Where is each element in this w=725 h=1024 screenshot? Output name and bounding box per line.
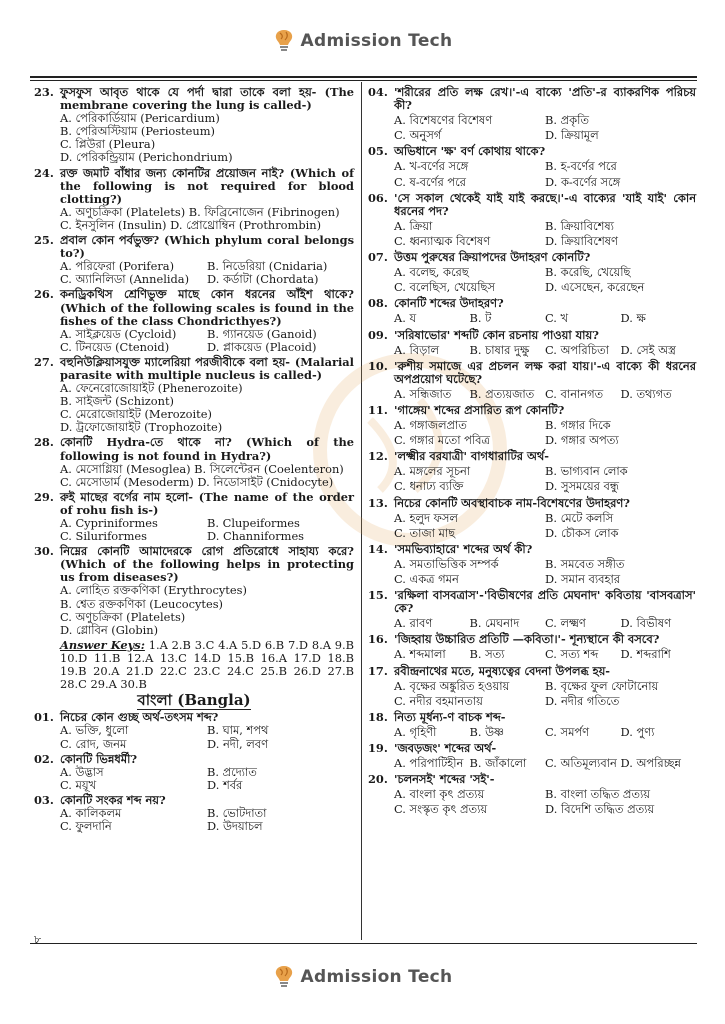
question-text: রবীন্দ্রনাথের মতে, মনুষ্যত্বের বেদনা উপলব্ধ হয়- xyxy=(394,663,611,678)
option: C. সমর্পণ xyxy=(545,724,590,739)
question-text: প্রবাল কোন পর্বভুক্ত? (Which phylum coral belongs to?) xyxy=(60,233,354,261)
option: D. ক-বর্ণের সঙ্গে xyxy=(545,174,621,189)
option-row xyxy=(394,695,696,708)
option-row xyxy=(60,820,354,833)
question-text: কোনটি ভিন্নধর্মী? xyxy=(60,751,138,766)
option: B. মেটে কলসি xyxy=(545,510,614,525)
answer-keys-label: Answer Keys: xyxy=(60,637,145,652)
option-row xyxy=(394,266,696,279)
question-text: কোনটি শব্দের উদাহরণ? xyxy=(394,296,504,311)
option: C. বলেছিস, খেয়েছিস xyxy=(394,280,495,295)
question-item xyxy=(34,753,354,792)
right-column xyxy=(368,86,696,820)
question-text: 'রুশীয় সমাজে এর প্রচলন লক্ষ করা যায়।'-এ বাক্যে কী ধরনের অপপ্রয়োগ ঘটেছে? xyxy=(394,358,696,386)
option-row xyxy=(394,114,696,127)
question-text: 'গাঙ্গেয়' শব্দের প্রসারিত রূপ কোনটি? xyxy=(394,402,565,417)
option: C. ময়ূখ xyxy=(60,777,97,792)
option: A. শব্দমালা xyxy=(394,647,446,662)
answer-keys xyxy=(34,639,354,691)
question-item xyxy=(34,288,354,353)
footer-brand xyxy=(0,962,725,992)
question-text: 'জবড়জং' শব্দের অর্থ- xyxy=(394,741,497,756)
question-number: 02. xyxy=(34,751,54,766)
option: A. মঙ্গলের সূচনা xyxy=(394,464,471,479)
brand-name-footer: Admission Tech xyxy=(300,967,453,987)
option: D. উদয়াচল xyxy=(207,819,263,834)
option: A. সমতাভিত্তিক সম্পর্ক xyxy=(394,556,499,571)
question-text: কনড্রিকথিস শ্রেণিভুক্ত মাছে কোন ধরনের আঁইশ থাকে? (Which of the following scales is found in the fishes of the class Chondricthyes?) xyxy=(60,287,354,328)
question-item xyxy=(368,773,696,816)
question-number: 18. xyxy=(368,709,388,724)
option: C. প্লিউরা (Pleura) xyxy=(60,137,156,152)
question-number: 06. xyxy=(368,190,388,205)
question-item xyxy=(368,251,696,294)
brain-lamp-logo-icon xyxy=(273,28,295,54)
option-row xyxy=(394,527,696,540)
question-number: 24. xyxy=(34,165,54,180)
option-row xyxy=(394,558,696,571)
question-number: 16. xyxy=(368,632,388,647)
option: B. করেছি, খেয়েছি xyxy=(545,265,631,280)
option: A. সাইক্লয়েড (Cycloid) xyxy=(60,326,177,341)
option: D. চৌকস লোক xyxy=(545,525,619,540)
question-number: 05. xyxy=(368,144,388,159)
question-number: 09. xyxy=(368,327,388,342)
option: A. গঙ্গাজলপ্রাত xyxy=(394,418,467,433)
brain-lamp-logo-icon xyxy=(273,964,295,990)
option: B. গ্যানয়েড (Ganoid) xyxy=(207,326,317,341)
option: A. লোহিত রক্তকণিকা (Erythrocytes) xyxy=(60,583,247,598)
option: A. অণুচক্রিকা (Platelets) B. ফিব্রিনোজেন (Fibrinogen) xyxy=(60,204,340,219)
question-number: 30. xyxy=(34,544,54,559)
question-number: 26. xyxy=(34,287,54,302)
question-item xyxy=(34,234,354,286)
option: D. শর্বর xyxy=(207,777,243,792)
question-item xyxy=(368,404,696,447)
question-text: অভিধানে 'ক্ষ' বর্ণ কোথায় থাকে? xyxy=(394,144,546,159)
option: D. এসেছেন, করেছেন xyxy=(545,280,645,295)
option: A. বৃক্ষের অঙ্কুরিত হওয়ায় xyxy=(394,678,510,693)
option: B. ঘাম, শপথ xyxy=(207,723,269,738)
option: C. টিনয়েড (Ctenoid) xyxy=(60,339,170,354)
option: B. সাইজন্ট (Schizont) xyxy=(60,394,174,409)
option-row xyxy=(60,724,354,737)
header-rule-thin xyxy=(30,80,697,81)
option-row xyxy=(394,726,696,739)
question-item xyxy=(368,360,696,401)
option: A. হলুদ ফসল xyxy=(394,510,458,525)
option: C. অনুসর্গ xyxy=(394,128,442,143)
question-text: কোনটি Hydra-তে থাকে না? (Which of the following is not found in Hydra?) xyxy=(60,435,354,463)
question-number: 25. xyxy=(34,233,54,248)
question-item xyxy=(368,633,696,661)
option: D. নদী, লবণ xyxy=(207,736,268,751)
option: A. বিড়াল xyxy=(394,342,439,357)
option-row xyxy=(394,617,696,630)
bangla-questions-right xyxy=(368,86,696,817)
question-text: বহুনিউক্লিয়াসযুক্ত ম্যালেরিয়া পরজীবীকে বলা হয়- (Malarial parasite with multiple nucleus is called-) xyxy=(60,354,354,382)
option: D. শব্দরাশি xyxy=(620,647,671,662)
option-row xyxy=(394,680,696,693)
option: C. একত্র গমন xyxy=(394,572,459,586)
option-row xyxy=(394,388,696,401)
option-row xyxy=(394,220,696,233)
question-text: রুই মাছের বর্গের নাম হলো- (The name of the order of rohu fish is-) xyxy=(60,489,354,517)
question-number: 04. xyxy=(368,85,388,99)
option: B. হ-বর্ণের পরে xyxy=(545,159,617,174)
option: B. ভোটদাতা xyxy=(207,805,267,820)
option: A. Cypriniformes xyxy=(60,516,158,530)
footer-rule xyxy=(30,943,697,944)
option: C. ষ-বর্ণের পরে xyxy=(394,174,466,189)
option: C. অ্যানিলিডা (Annelida) xyxy=(60,272,190,287)
option-row xyxy=(60,779,354,792)
option-row xyxy=(394,160,696,173)
option: D. প্লাকয়েড (Placoid) xyxy=(207,339,317,354)
question-item xyxy=(34,436,354,488)
option-row xyxy=(394,281,696,294)
option: A. ক্রিয়া xyxy=(394,218,433,233)
option: B. ক্রিয়াবিশেষ্য xyxy=(545,218,614,233)
option: D. সেই অস্ত্র xyxy=(620,342,676,357)
option: D. গঙ্গার অপত্য xyxy=(545,433,619,448)
option: C. ফুলদানি xyxy=(60,819,112,834)
question-number: 28. xyxy=(34,435,54,450)
question-number: 13. xyxy=(368,495,388,510)
question-text: নিম্নের কোনটি আমাদেরকে রোগ প্রতিরোধে সাহায্য করে? (Which of the following helps in protecting us from diseases?) xyxy=(60,544,354,585)
question-item xyxy=(368,450,696,493)
option: D. ট্রফোজোয়াইট (Trophozoite) xyxy=(60,420,223,435)
biology-questions xyxy=(34,86,354,637)
option: A. বিশেষণের বিশেষণ xyxy=(394,113,493,128)
bangla-questions-left xyxy=(34,711,354,833)
question-number: 27. xyxy=(34,354,54,369)
question-text: ফুসফুস আবৃত থাকে যে পর্দা দ্বারা তাকে বলা হয়- (The membrane covering the lung is called-) xyxy=(60,85,354,113)
question-text: 'জিহ্বায় উচ্চারিত প্রতিটি —কবিতা।'- শূন্যস্থানে কী বসবে? xyxy=(394,632,660,647)
option: C. মেরোজোয়াইট (Merozoite) xyxy=(60,407,212,422)
question-item xyxy=(368,145,696,188)
option: A. ভক্তি, ধুলো xyxy=(60,723,129,738)
question-number: 10. xyxy=(368,358,388,373)
question-item xyxy=(34,356,354,435)
option: C. অতিমূল্যবান xyxy=(545,756,617,771)
option: C. ধনাঢ্য ব্যক্তি xyxy=(394,479,464,494)
question-item xyxy=(368,711,696,739)
option: D. ক্রিয়াবিশেষণ xyxy=(545,233,618,248)
option: B. উষ্ণ xyxy=(469,724,504,739)
option-row xyxy=(60,273,354,286)
option: A. রাবণ xyxy=(394,616,433,631)
option-row xyxy=(394,465,696,478)
option: B. বাংলা তদ্ধিত প্রত্যয় xyxy=(545,787,650,802)
header-brand xyxy=(0,26,725,56)
question-number: 07. xyxy=(368,250,388,265)
option-row xyxy=(394,803,696,816)
option-row xyxy=(60,530,354,543)
question-text: কোনটি সংকর শব্দ নয়? xyxy=(60,792,166,807)
option: B. ট xyxy=(469,311,492,326)
question-item xyxy=(368,665,696,708)
question-text: উত্তম পুরুষের ক্রিয়াপদের উদাহরণ কোনটি? xyxy=(394,250,591,265)
option: C. নদীর বহমানতায় xyxy=(394,693,483,708)
option: D. ক্রিয়ামূল xyxy=(545,128,599,143)
question-number: 01. xyxy=(34,710,54,725)
option: A. সন্ধিজাত xyxy=(394,386,452,401)
option: B. নিডেরিয়া (Cnidaria) xyxy=(207,259,328,274)
question-item xyxy=(368,86,696,142)
option: D. Channiformes xyxy=(207,529,305,544)
option: C. মেসোডার্ম (Mesoderm) D. নিডোসাইট (Cnidocyte) xyxy=(60,474,334,489)
option: A. পরিপাটিহীন xyxy=(394,756,464,771)
option-row xyxy=(60,766,354,779)
option: D. গ্লোবিন (Globin) xyxy=(60,622,159,637)
page-number: ৮ xyxy=(34,933,42,946)
option: B. চাষার দুক্ষু xyxy=(469,342,530,357)
question-number: 14. xyxy=(368,541,388,556)
option: D. বিদেশি তদ্ধিত প্রত্যয় xyxy=(545,802,655,817)
option: A. খ-বর্ণের সঙ্গে xyxy=(394,159,469,174)
option: C. সংস্কৃত কৃৎ প্রত্যয় xyxy=(394,802,488,817)
option: C. ধ্বন্যাত্মক বিশেষণ xyxy=(394,233,491,248)
question-item xyxy=(34,86,354,165)
option: A. বলেছ, করেছ xyxy=(394,265,469,280)
question-text: নিত্য মূর্ধন্য-ণ বাচক শব্দ- xyxy=(394,709,506,724)
option: B. শ্বেত রক্তকণিকা (Leucocytes) xyxy=(60,596,223,611)
question-item xyxy=(368,543,696,586)
option: B. প্রত্যয়জাত xyxy=(469,386,535,401)
question-text: 'সরিষাভোর' শব্দটি কোন রচনায় পাওয়া যায়? xyxy=(394,327,599,342)
option: B. সত্য xyxy=(469,647,505,662)
brand-name: Admission Tech xyxy=(300,31,453,51)
option-row xyxy=(394,419,696,432)
column-divider xyxy=(361,82,362,940)
question-number: 23. xyxy=(34,85,54,99)
option: B. Clupeiformes xyxy=(207,516,300,530)
option: C. গঙ্গার মতো পবিত্র xyxy=(394,433,490,448)
question-item xyxy=(368,497,696,540)
option: A. য xyxy=(394,311,417,326)
question-text: 'চলনসই' শব্দের 'সই'- xyxy=(394,772,495,787)
option-row xyxy=(394,312,696,325)
question-item xyxy=(368,589,696,630)
question-item xyxy=(34,794,354,833)
question-number: 03. xyxy=(34,792,54,807)
option: D. কর্ডাটা (Chordata) xyxy=(207,272,319,287)
option: C. Siluriformes xyxy=(60,529,147,544)
option: D. তথ্যগত xyxy=(620,386,672,401)
option: A. পরিফেরা (Porifera) xyxy=(60,259,175,274)
option: C. অণুচক্রিকা (Platelets) xyxy=(60,609,186,624)
section-title-bangla: বাংলা (Bangla) xyxy=(137,691,251,710)
question-number: 15. xyxy=(368,588,388,603)
option: C. তাজা মাছ xyxy=(394,525,456,540)
option: B. জাঁকালো xyxy=(469,756,527,771)
option: A. উদ্ভাস xyxy=(60,764,104,779)
option-row xyxy=(394,788,696,801)
question-text: রক্ত জমাট বাঁধার জন্য কোনটির প্রয়োজন নাই? (Which of the following is not required for blood clotting?) xyxy=(60,165,354,206)
option: D. নদীর গতিতে xyxy=(545,693,620,708)
option: B. পেরিঅস্টিয়াম (Periosteum) xyxy=(60,124,215,139)
option-row xyxy=(60,328,354,341)
question-item xyxy=(368,742,696,770)
option-row xyxy=(394,573,696,586)
answer-keys-text: 1.A 2.B 3.C 4.A 5.D 6.B 7.D 8.A 9.B 10.D 11.B 12.A 13.C 14.D 15.B 16.A 17.D 18.B 19.B 20.A 21.D 22.C 23.C 24.C 25.B 26.D 27.B 28.C 29.A 30.B xyxy=(60,637,355,692)
question-number: 19. xyxy=(368,741,388,756)
option-row xyxy=(394,434,696,447)
option-row xyxy=(60,738,354,751)
option: A. ফেনেরোজোয়াইট (Phenerozoite) xyxy=(60,381,243,396)
option: C. বানানগত xyxy=(545,386,604,401)
option: C. লক্ষ্মণ xyxy=(545,616,586,631)
option: C. ইনসুলিন (Insulin) D. প্রোথ্রোম্বিন (Prothrombin) xyxy=(60,217,322,232)
header-rule xyxy=(30,76,697,78)
question-number: 20. xyxy=(368,772,388,787)
question-number: 11. xyxy=(368,402,388,417)
question-text: 'শরীরের প্রতি লক্ষ রেখ।'-এ বাক্যে 'প্রতি'-র ব্যাকরণিক পরিচয় কী? xyxy=(394,85,696,113)
option: D. অপরিচ্ছন্ন xyxy=(620,756,681,771)
question-item xyxy=(34,491,354,543)
option: D. সমান ব্যবহার xyxy=(545,572,621,586)
question-number: 08. xyxy=(368,296,388,311)
option: D. ক্ষ xyxy=(620,311,646,326)
option-row xyxy=(394,480,696,493)
option: A. কালিকলম xyxy=(60,805,122,820)
question-number: 29. xyxy=(34,489,54,504)
option: B. গঙ্গার দিকে xyxy=(545,418,611,433)
option: B. বৃক্ষের ফুল ফোটানোয় xyxy=(545,678,659,693)
option: B. মেঘনাদ xyxy=(469,616,520,631)
question-number: 17. xyxy=(368,663,388,678)
option: D. বিভীষণ xyxy=(620,616,671,631)
option-row xyxy=(394,176,696,189)
question-item xyxy=(368,297,696,325)
option: A. বাংলা কৃৎ প্রত্যয় xyxy=(394,787,485,802)
option: C. রোদ, জনম xyxy=(60,736,127,751)
question-text: নিচের কোনটি অবস্থাবাচক নাম-বিশেষণের উদাহরণ? xyxy=(394,495,630,510)
option: D. পেরিকন্ড্রিয়াম (Perichondrium) xyxy=(60,150,233,165)
question-item xyxy=(34,711,354,750)
question-text: 'সে সকাল থেকেই যাই যাই করছে।'-এ বাক্যের 'যাই যাই' কোন ধরনের পদ? xyxy=(394,190,696,218)
option: D. পুণ্য xyxy=(620,724,655,739)
option: A. মেসোগ্লিয়া (Mesoglea) B. সিলেন্টেরন (Coelenteron) xyxy=(60,461,344,476)
question-item xyxy=(368,192,696,248)
question-item xyxy=(368,329,696,357)
option: A. গৃহিণী xyxy=(394,724,437,739)
option-row xyxy=(394,757,696,770)
question-text: 'রক্ষিলা বাসবত্রাস'-'বিভীষণের প্রতি মেঘনাদ' কবিতায় 'বাসবত্রাস' কে? xyxy=(394,588,696,616)
option-row xyxy=(394,344,696,357)
option: B. প্রদ্যোত xyxy=(207,764,257,779)
option: C. অপরিচিতা xyxy=(545,342,609,357)
question-text: 'লক্ষ্মীর বরযাত্রী' বাগধারাটির অর্থ- xyxy=(394,449,549,464)
option-row xyxy=(394,235,696,248)
option-row xyxy=(60,341,354,354)
option: D. সুসময়ের বন্ধু xyxy=(545,479,619,494)
question-text: 'সমভিব্যাহারে' শব্দের অর্থ কী? xyxy=(394,541,533,556)
question-item xyxy=(34,545,354,637)
question-text: নিচের কোন গুচ্ছ অর্থ-তৎসম শব্দ? xyxy=(60,710,219,725)
question-number: 12. xyxy=(368,449,388,464)
option: B. প্রকৃতি xyxy=(545,113,589,128)
option-row xyxy=(394,512,696,525)
question-item xyxy=(34,167,354,232)
option-row xyxy=(394,648,696,661)
option: B. ভাগ্যবান লোক xyxy=(545,464,628,479)
option-row xyxy=(394,129,696,142)
option: C. খ xyxy=(545,311,569,326)
option: C. সত্য শব্দ xyxy=(545,647,599,662)
option: A. পেরিকার্ডিয়াম (Pericardium) xyxy=(60,111,220,126)
left-column xyxy=(34,86,354,835)
option: B. সমবেত সঙ্গীত xyxy=(545,556,625,571)
